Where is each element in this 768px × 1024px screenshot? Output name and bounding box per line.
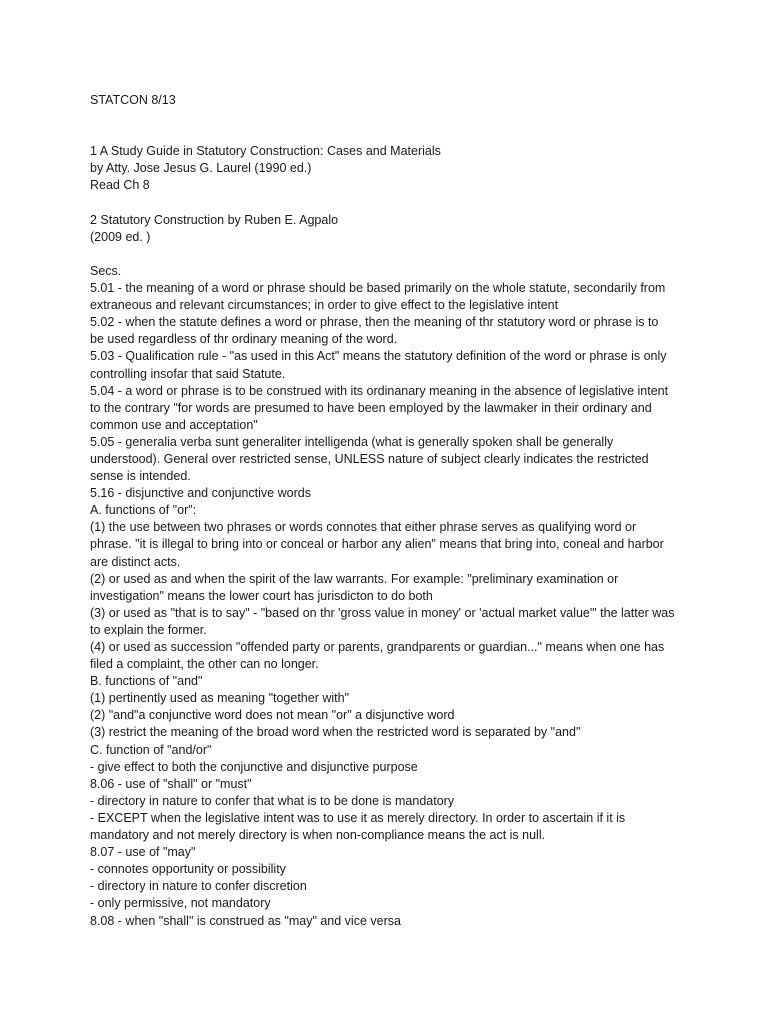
- reference-2-title: 2 Statutory Construction by Ruben E. Agpalo: [90, 212, 339, 227]
- text-line: 5.04 - a word or phrase is to be construed with its ordinanary meaning in the absence of legislative intent: [90, 383, 669, 398]
- text-line: 5.05 - generalia verba sunt generaliter intelligenda (what is generally spoken shall be generally: [90, 434, 614, 449]
- text-line: C. function of "and/or": [90, 742, 212, 757]
- text-line: (2) "and"a conjunctive word does not mean "or" a disjunctive word: [90, 708, 455, 723]
- notes-body: [90, 263, 676, 930]
- text-line: mandatory and not merely directory is when non-compliance means the act is null.: [90, 828, 546, 843]
- spacer: [90, 195, 676, 212]
- text-line: sense is intended.: [90, 469, 191, 484]
- text-line: to the contrary "for words are presumed to have been employed by the lawmaker in their ordinary and: [90, 400, 652, 415]
- reference-2-edition: (2009 ed. ): [90, 229, 151, 244]
- document-page: [90, 92, 676, 930]
- text-line: - directory in nature to confer that what is to be done is mandatory: [90, 793, 455, 808]
- text-line: understood). General over restricted sense, UNLESS nature of subject clearly indicates the restricted: [90, 451, 649, 466]
- reference-1-note: Read Ch 8: [90, 178, 150, 193]
- text-line: (4) or used as succession "offended party or parents, grandparents or guardian..." means when one has: [90, 640, 665, 654]
- text-line: - directory in nature to confer discretion: [90, 879, 307, 894]
- text-line: (1) pertinently used as meaning "together with": [90, 691, 350, 706]
- text-line: investigation" means the lower court has jurisdicton to do both: [90, 588, 433, 603]
- text-line: B. functions of "and": [90, 674, 203, 689]
- spacer: [90, 246, 676, 263]
- text-line: 5.02 - when the statute defines a word or phrase, then the meaning of thr statutory word or phrase is to: [90, 315, 659, 330]
- text-line: common use and acceptation": [90, 417, 258, 432]
- text-line: A. functions of "or":: [90, 503, 197, 518]
- text-line: 8.06 - use of "shall" or "must": [90, 776, 252, 791]
- spacer: [90, 109, 676, 143]
- text-line: to explain the former.: [90, 622, 207, 637]
- reference-1-author: by Atty. Jose Jesus G. Laurel (1990 ed.): [90, 161, 312, 176]
- text-line: 8.07 - use of "may": [90, 845, 196, 860]
- reference-1-title: 1 A Study Guide in Statutory Construction: Cases and Materials: [90, 144, 441, 159]
- text-line: phrase. "it is illegal to bring into or conceal or harbor any alien" means that bring into, coneal and harbor: [90, 537, 664, 552]
- text-line: 5.03 - Qualification rule - "as used in this Act" means the statutory definition of the word or phrase is only: [90, 349, 667, 364]
- text-line: extraneous and relevant circumstances; in order to give effect to the legislative intent: [90, 298, 559, 313]
- text-line: Secs.: [90, 263, 122, 278]
- text-line: filed a complaint, the other can no longer.: [90, 657, 319, 672]
- text-line: - connotes opportunity or possibility: [90, 862, 286, 877]
- text-line: - only permissive, not mandatory: [90, 896, 271, 911]
- text-line: (3) or used as "that is to say" - "based on thr 'gross value in money' or 'actual market value'" the latter was: [90, 605, 675, 620]
- text-line: - give effect to both the conjunctive and disjunctive purpose: [90, 759, 418, 774]
- text-line: be used regardless of thr ordinary meaning of the word.: [90, 332, 398, 347]
- text-line: 5.01 - the meaning of a word or phrase should be based primarily on the whole statute, secondarily from: [90, 281, 666, 296]
- text-line: 5.16 - disjunctive and conjunctive words: [90, 486, 311, 501]
- text-line: - EXCEPT when the legislative intent was to use it as merely directory. In order to ascertain if it is: [90, 810, 626, 825]
- text-line: (3) restrict the meaning of the broad word when the restricted word is separated by "and": [90, 725, 581, 740]
- text-line: 8.08 - when "shall" is construed as "may" and vice versa: [90, 913, 401, 928]
- text-line: (2) or used as and when the spirit of the law warrants. For example: "preliminary examination or: [90, 571, 619, 586]
- text-line: (1) the use between two phrases or words connotes that either phrase serves as qualifying word or: [90, 520, 637, 535]
- text-line: are distinct acts.: [90, 554, 181, 569]
- document-title: STATCON 8/13: [90, 93, 176, 107]
- text-line: controlling insofar that said Statute.: [90, 366, 286, 381]
